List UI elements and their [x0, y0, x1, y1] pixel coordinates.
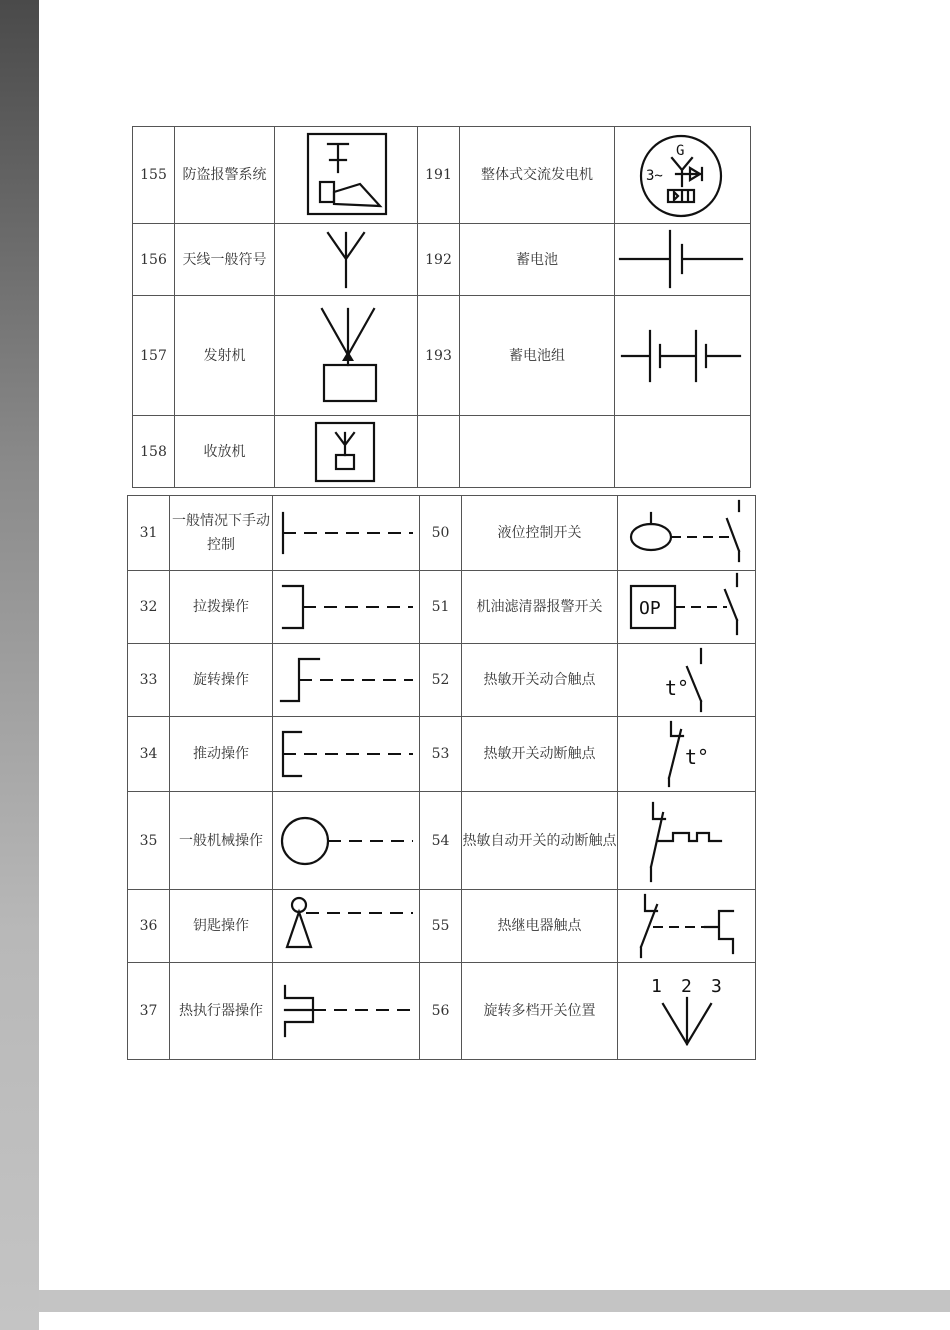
table-row	[128, 496, 756, 571]
symbol-name: 机油滤清器报警开关	[462, 571, 618, 644]
thermal-actuator-operation-symbol	[273, 964, 419, 1059]
integral-ac-generator-symbol	[616, 128, 750, 223]
symbol-name: 发射机	[175, 296, 275, 416]
position-3-label: 3	[710, 975, 722, 997]
left-margin-bar	[0, 0, 39, 1330]
symbol-number: 37	[128, 963, 170, 1060]
symbol-number: 192	[418, 224, 460, 296]
symbol-name: 整体式交流发电机	[460, 127, 615, 224]
symbol-name: 液位控制开关	[462, 496, 618, 571]
symbol-number: 50	[420, 496, 462, 571]
table-row	[133, 296, 751, 416]
symbol-name: 钥匙操作	[170, 890, 273, 963]
key-operation-symbol	[273, 891, 419, 961]
symbol-number: 31	[128, 496, 170, 571]
op-label: OP	[638, 598, 661, 619]
table-row	[128, 644, 756, 717]
table-row	[128, 717, 756, 792]
battery-symbol	[616, 225, 750, 295]
t-degree-label: t°	[664, 676, 689, 700]
thermal-auto-switch-break-contact-symbol	[619, 793, 755, 888]
level-control-switch-symbol	[619, 497, 755, 569]
table-row	[128, 890, 756, 963]
position-1-label: 1	[650, 975, 662, 997]
symbol-name: 热执行器操作	[170, 963, 273, 1060]
symbol-number	[418, 416, 460, 488]
table-row	[128, 571, 756, 644]
symbol-number: 51	[420, 571, 462, 644]
symbol-name: 旋转操作	[170, 644, 273, 717]
rotary-operation-symbol	[273, 645, 419, 715]
transceiver-symbol	[276, 417, 416, 487]
symbol-name: 旋转多档开关位置	[462, 963, 618, 1060]
t-degree-label: t°	[684, 745, 709, 769]
thermal-relay-contact-symbol	[619, 891, 755, 961]
table-row	[128, 792, 756, 890]
pull-operation-symbol	[273, 572, 419, 642]
table-row	[133, 127, 751, 224]
symbol-number: 157	[133, 296, 175, 416]
symbol-name: 收放机	[175, 416, 275, 488]
manual-control-symbol	[273, 497, 419, 569]
symbol-number: 32	[128, 571, 170, 644]
mechanical-operation-symbol	[273, 793, 419, 888]
symbol-number: 52	[420, 644, 462, 717]
symbol-number: 53	[420, 717, 462, 792]
symbol-number: 191	[418, 127, 460, 224]
antenna-symbol	[276, 225, 416, 295]
generator-g-label: G	[675, 142, 684, 159]
bottom-margin-bar	[39, 1290, 950, 1312]
symbol-table-upper	[132, 126, 751, 488]
battery-pack-symbol	[616, 297, 750, 415]
oil-filter-alarm-switch-symbol	[619, 572, 755, 642]
symbol-name: 热敏开关动断触点	[462, 717, 618, 792]
symbol-name: 天线一般符号	[175, 224, 275, 296]
symbol-number: 33	[128, 644, 170, 717]
symbol-number: 54	[420, 792, 462, 890]
table-row	[133, 224, 751, 296]
generator-phase-label: 3~	[645, 167, 663, 184]
burglar-alarm-system-symbol	[276, 128, 416, 223]
symbol-name: 热敏自动开关的动断触点	[462, 792, 618, 890]
thermal-switch-break-contact-symbol	[619, 718, 755, 790]
table-row	[128, 963, 756, 1060]
symbol-name: 热继电器触点	[462, 890, 618, 963]
symbol-number: 56	[420, 963, 462, 1060]
symbol-number: 55	[420, 890, 462, 963]
push-operation-symbol	[273, 718, 419, 790]
symbol-number: 158	[133, 416, 175, 488]
table-row	[133, 416, 751, 488]
symbol-number: 193	[418, 296, 460, 416]
symbol-table-lower	[127, 495, 756, 1060]
symbol-name: 蓄电池组	[460, 296, 615, 416]
multi-position-rotary-switch-symbol	[619, 964, 755, 1059]
symbol-name: 防盗报警系统	[175, 127, 275, 224]
symbol-name: 一般机械操作	[170, 792, 273, 890]
symbol-number: 34	[128, 717, 170, 792]
symbol-name: 蓄电池	[460, 224, 615, 296]
symbol-name: 拉拨操作	[170, 571, 273, 644]
symbol-name: 热敏开关动合触点	[462, 644, 618, 717]
position-2-label: 2	[680, 975, 692, 997]
symbol-name	[460, 416, 615, 488]
symbol-number: 36	[128, 890, 170, 963]
symbol-name: 推动操作	[170, 717, 273, 792]
symbol-name: 一般情况下手动控制	[170, 496, 273, 571]
transmitter-symbol	[276, 297, 416, 415]
symbol-number: 155	[133, 127, 175, 224]
symbol-number: 35	[128, 792, 170, 890]
thermal-switch-make-contact-symbol	[619, 645, 755, 715]
symbol-number: 156	[133, 224, 175, 296]
